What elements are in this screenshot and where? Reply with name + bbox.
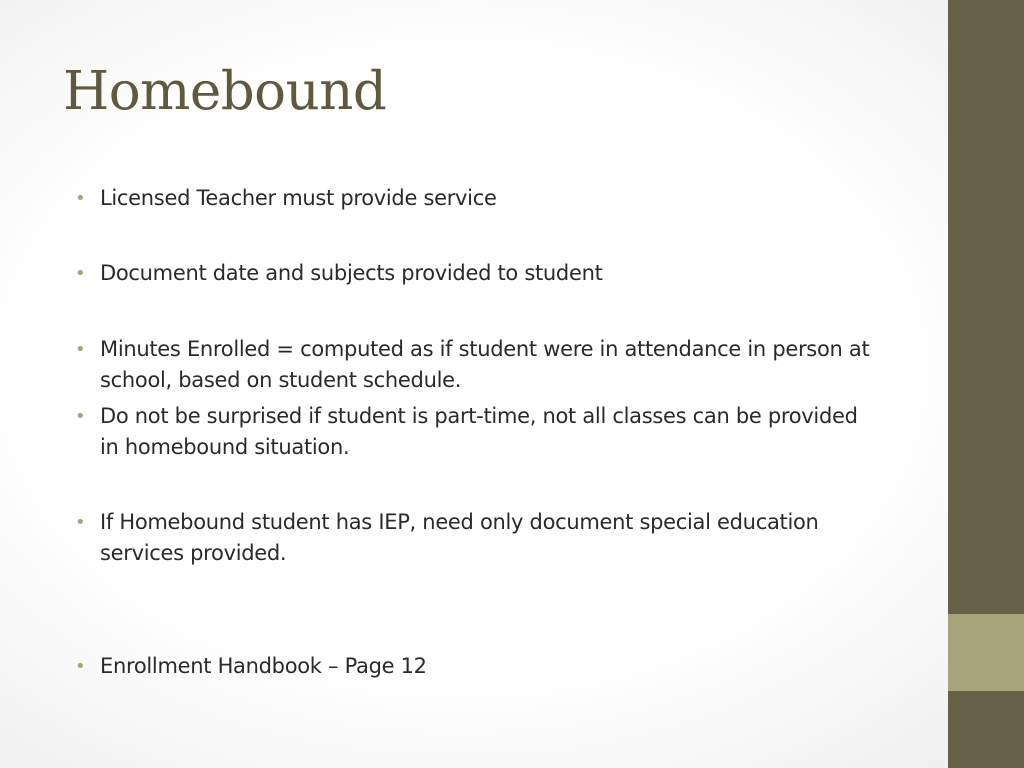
bullet-text: Minutes Enrolled = computed as if student were in attendance in person at school, based on student schedule. xyxy=(100,337,870,392)
bullet-item-minutes-enrolled xyxy=(75,334,870,396)
bullet-item-iep xyxy=(75,507,870,569)
sidebar-accent-block xyxy=(948,614,1024,691)
bullet-item-part-time xyxy=(75,401,870,463)
bullet-icon: • xyxy=(75,406,86,427)
bullet-item-document-date xyxy=(75,258,870,289)
bullet-text: Document date and subjects provided to student xyxy=(100,261,603,285)
bullet-icon: • xyxy=(75,188,86,209)
slide-title: Homebound xyxy=(63,61,387,122)
bullet-icon: • xyxy=(75,263,86,284)
bullet-item-enrollment-handbook xyxy=(75,651,870,682)
bullet-text: Enrollment Handbook – Page 12 xyxy=(100,654,427,678)
bullet-text: Licensed Teacher must provide service xyxy=(100,186,497,210)
bullet-text: Do not be surprised if student is part-time, not all classes can be provided in homebound situation. xyxy=(100,404,858,459)
bullet-item-licensed-teacher xyxy=(75,183,870,214)
bullet-icon: • xyxy=(75,339,86,360)
bullet-icon: • xyxy=(75,656,86,677)
bullet-text: If Homebound student has IEP, need only document special education services provided. xyxy=(100,510,819,565)
bullet-icon: • xyxy=(75,512,86,533)
